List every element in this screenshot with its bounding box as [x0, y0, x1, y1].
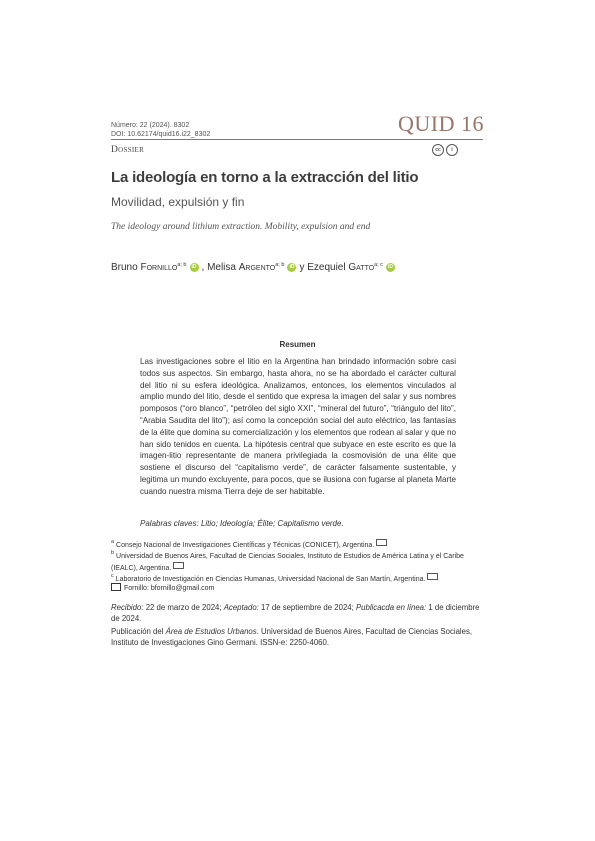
doi-link[interactable]: DOI: 10.62174/quid16.i22_8302 [111, 131, 211, 138]
mail-icon[interactable] [427, 573, 438, 580]
footnote-c: $^c$ Laboratorio de Investigación en Ciencias Humanas, Universidad Nacional de San Martín, Argentina. [111, 572, 485, 585]
mail-icon[interactable] [173, 562, 184, 569]
footnote-a: $^a$ Consejo Nacional de Investigaciones Científicas y Técnicas (CONICET), Argentina. [111, 538, 485, 551]
journal-logo: QUID 16 [398, 111, 484, 136]
email-line[interactable]: Fornillo: bfornillo@gmail.com [111, 583, 485, 594]
by-attribution-icon: i [446, 144, 458, 156]
keywords: Palabras claves: Litio; Ideología; Élite; Capitalismo verde. [140, 519, 344, 528]
abstract-text: Las investigaciones sobre el litio en la Argentina han brindado información sobre casi todos sus aspectos. Sin embargo, hasta ahora, no se ha abordado el carácter cultural del litio ni su esfera ideológica. Analizamos, entonces, los elementos vinculados al amplio mundo del litio, desde el sentido que expresa la imagen del salar y sus nombres pomposos (“oro blanco”, “petróleo del siglo XXI”, “mineral del futuro”, “triángulo del lito”, “Arabia Saudita del lito”); así como la concepción social del auto eléctrico, las fantasías de la élite que domina su comercialización y los elementos que rodean al salar y que no han sido tenidos en cuenta. La hipótesis central que subyace en este escrito es que la imagen-litio representante de manera privilegiada la cosmovisión de una élite que sostiene el discurso del “capitalismo verde”, de carácter falsamente sustentable, y legitima un mundo excluyente, para pocos, que se ilusiona con fugarse al planeta Marte cuando nuestra misma Tierra deje de ser habitable. [140, 357, 456, 496]
footnote-b: $^b$ Universidad de Buenos Aires, Facultad de Ciencias Sociales, Instituto de Estudios de América Latina y el Caribe (IEALC), Argentina. [111, 550, 464, 572]
orcid-icon[interactable]: iD [289, 264, 295, 270]
license-badge[interactable] [432, 144, 458, 156]
issue-number: Número: 22 (2024). 8302 [111, 122, 190, 129]
orcid-icon[interactable]: iD [388, 264, 394, 270]
orcid-icon[interactable]: iD [191, 264, 197, 270]
author-name: Melisa Argento$^{a; b}$ [207, 262, 285, 273]
article-subtitle: Movilidad, expulsión y fin [111, 195, 245, 209]
section-label: Dossier [111, 145, 145, 155]
cc-icon: cc [432, 144, 444, 156]
publication-info: Publicación del Área de Estudios Urbanos. Universidad de Buenos Aires, Facultad de Ciencias Sociales, Instituto de Investigaciones Gino Germani. ISSN-e: 2250-4060. [111, 627, 473, 647]
author-name: Ezequiel Gatto$^{a; c}$ [307, 262, 384, 273]
abstract-heading: Resumen [279, 340, 316, 349]
article-dates: Recibido: 22 de marzo de 2024; Aceptado: 17 de septiembre de 2024; Publicacda en línea: 1 de diciembre de 2024. [111, 603, 480, 623]
header-divider [111, 139, 483, 140]
author-list: Bruno Fornillo$^{a; b}$ iD , Melisa Argento$^{a; b}$ iD y Ezequiel Gatto$^{a; c}$ iD [111, 262, 394, 273]
mail-icon[interactable] [376, 539, 387, 546]
article-title: La ideología en torno a la extracción del litio [111, 169, 419, 186]
author-name: Bruno Fornillo$^{a; b}$ [111, 262, 187, 273]
envelope-icon [111, 583, 121, 591]
english-title: The ideology around lithium extraction. Mobility, expulsion and end [111, 222, 371, 232]
